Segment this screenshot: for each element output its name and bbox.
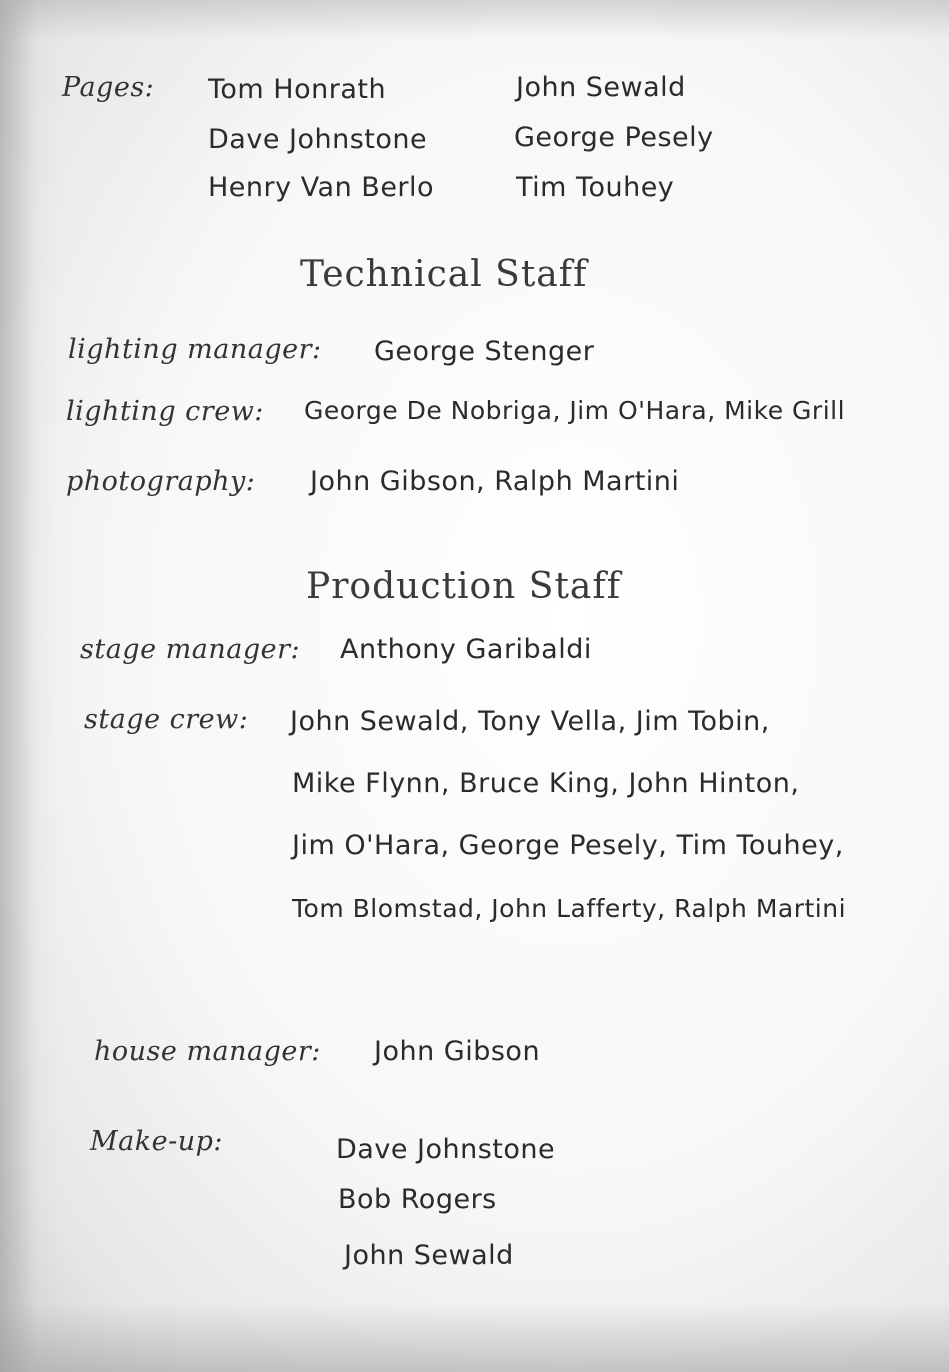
technical-staff-heading: Technical Staff [300,254,588,295]
page-name: Henry Van Berlo [208,172,435,203]
page-edge-shadow [0,0,60,1372]
make-up-name: Dave Johnstone [336,1134,556,1165]
page-name: John Sewald [516,72,686,103]
stage-crew-line: Tom Blomstad, John Lafferty, Ralph Martini [292,894,847,923]
stage-manager-role: stage manager: [80,634,301,665]
lighting-manager-role: lighting manager: [68,334,322,365]
stage-manager-names: Anthony Garibaldi [340,634,592,665]
page-name: Tom Honrath [208,74,387,105]
make-up-label: Make-up: [90,1126,223,1157]
lighting-manager-names: George Stenger [374,336,595,367]
page-top-shadow [0,0,949,40]
house-manager-names: John Gibson [374,1036,541,1067]
stage-crew-role: stage crew: [84,704,249,735]
house-manager-role: house manager: [94,1036,321,1067]
photography-role: photography: [66,466,256,497]
production-staff-heading: Production Staff [306,566,622,607]
page-bottom-shadow [0,1302,949,1372]
page-name: Dave Johnstone [208,124,428,155]
pages-label: Pages: [62,72,155,103]
page-name: George Pesely [514,122,714,153]
make-up-name: John Sewald [344,1240,514,1271]
photography-names: John Gibson, Ralph Martini [310,466,680,497]
page-name: Tim Touhey [516,172,675,203]
stage-crew-line: Mike Flynn, Bruce King, John Hinton, [292,768,800,799]
lighting-crew-role: lighting crew: [66,396,264,427]
stage-crew-line: John Sewald, Tony Vella, Jim Tobin, [290,706,770,737]
stage-crew-line: Jim O'Hara, George Pesely, Tim Touhey, [292,830,844,861]
lighting-crew-names: George De Nobriga, Jim O'Hara, Mike Grill [304,396,846,425]
make-up-name: Bob Rogers [338,1184,497,1215]
